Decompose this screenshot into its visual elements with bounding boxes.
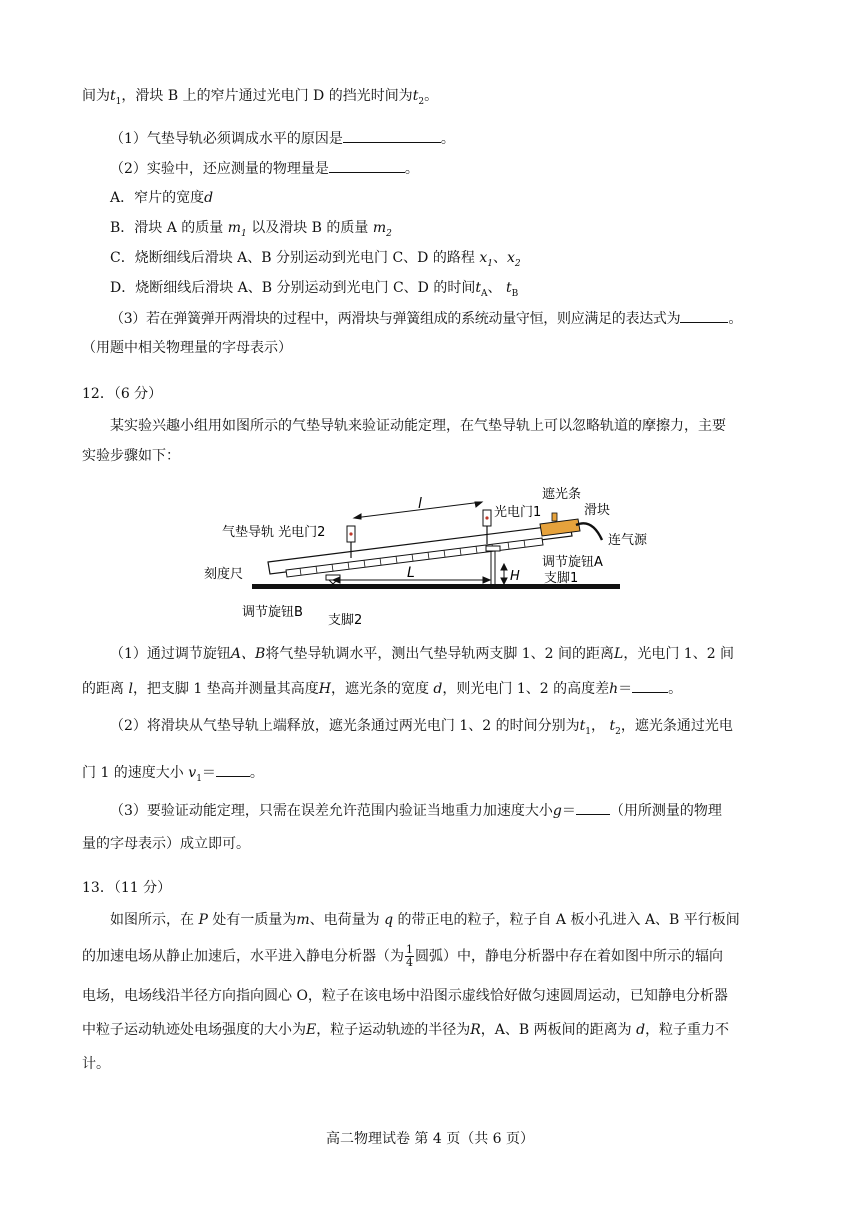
q11-option-d: D．烧断细线后滑块 A、B 分别运动到光电门 C、D 的时间$t_A$、 $t_B$ (110, 280, 519, 299)
answer-blank (343, 128, 441, 143)
q12-step-2-line-1: （2）将滑块从气垫导轨上端释放，遮光条通过两光电门 1、2 的时间分别为$t_1$， $t_2$，遮光条通过光电 (110, 718, 733, 737)
q12-step-1-line-1: （1）通过调节旋钮A、B将气垫导轨调水平，测出气垫导轨两支脚 1、2 间的距离L，光电门 1、2 间 (110, 646, 735, 662)
q12-step-2-line-2: 门 1 的速度大小 $v_1=$ 。 (82, 762, 780, 789)
q13-line-3: 电场，电场线沿半径方向指向圆心 O，粒子在该电场中沿图示虚线恰好做匀速圆周运动，已知静电分析器 (82, 988, 728, 1004)
air-track-figure (190, 478, 670, 638)
q11-part-1: （1）气垫导轨必须调成水平的原因是 。 (110, 128, 780, 149)
label-air-source: 连气源 (608, 533, 648, 548)
answer-blank (216, 762, 250, 777)
label-l: l (418, 496, 422, 512)
q12-step-3-line-1: （3）要验证动能定理，只需在误差允许范围内验证当地重力加速度大小g＝ （用所测量的物理 (110, 800, 780, 821)
answer-blank (576, 800, 610, 815)
q11-option-c: C．烧断细线后滑块 A、B 分别运动到光电门 C、D 的路程 $x_1$、$x_2$ (110, 250, 521, 269)
q13-line-4: 中粒子运动轨迹处电场强度的大小为E，粒子运动轨迹的半径为R，A、B 两板间的距离为 d，粒子重力不 (82, 1022, 730, 1038)
label-L: L (407, 565, 415, 581)
air-hose (576, 523, 602, 540)
q12-intro-2: 实验步骤如下： (82, 448, 180, 464)
answer-blank (329, 158, 405, 173)
slider-block (540, 513, 580, 536)
q13-line-2: 的加速电场从静止加速后，水平进入静电分析器（为 $\frac{1}{4}$ 圆弧）中，静电分析器中存在着如图中所示的辐向 (82, 943, 723, 969)
label-huakuai: 滑块 (584, 503, 611, 518)
q12-step-1-line-2: 的距离 l，把支脚 1 垫高并测量其高度H，遮光条的宽度 d，则光电门 1、2 的高度差h＝ 。 (82, 678, 780, 699)
page-footer: 高二物理试卷 第 4 页（共 6 页） (325, 1131, 535, 1147)
q13-heading: 13．（11 分） (82, 880, 172, 896)
q11-option-a: A．窄片的宽度d (110, 190, 214, 206)
q12-step-3-line-2: 量的字母表示）成立即可。 (82, 836, 250, 852)
q11-part-2: （2）实验中，还应测量的物理量是 。 (110, 158, 780, 179)
q13-line-1: 如图所示，在 P 处有一质量为m、电荷量为 q 的带正电的粒子，粒子自 A 板小孔进入 A、B 平行板间 (110, 912, 740, 928)
label-support-2: 支脚2 (328, 613, 363, 628)
label-support-1: 支脚1 (544, 571, 579, 586)
label-H: H (510, 569, 520, 584)
answer-blank (632, 678, 668, 693)
q11-line-1: 间为$t_1$，滑块 B 上的窄片通过光电门 D 的挡光时间为$t_2$。 (82, 88, 439, 107)
q12-intro-1: 某实验兴趣小组用如图所示的气垫导轨来验证动能定理，在气垫导轨上可以忽略轨道的摩擦力，主要 (110, 418, 726, 434)
label-knob-b: 调节旋钮B (242, 605, 303, 620)
label-rail-photogate-2: 气垫导轨 光电门2 (222, 525, 326, 540)
label-scale: 刻度尺 (204, 567, 244, 582)
q13-line-5: 计。 (82, 1056, 110, 1072)
q11-part-3: （3）若在弹簧弹开两滑块的过程中，两滑块与弹簧组成的系统动量守恒，则应满足的表达式为 。 (110, 308, 780, 329)
label-knob-a: 调节旋钮A (542, 555, 603, 570)
label-zheguang: 遮光条 (542, 487, 582, 502)
q11-note: （用题中相关物理量的字母表示） (82, 340, 292, 356)
q12-heading: 12．（6 分） (82, 386, 163, 402)
height-H-arrow (501, 564, 507, 584)
answer-blank (680, 308, 728, 323)
fraction-one-quarter: $\frac{1}{4}$ (406, 943, 413, 969)
label-photogate-1: 光电门1 (494, 505, 542, 520)
q11-option-b: B．滑块 A 的质量 $m_1$ 以及滑块 B 的质量 $m_2$ (110, 220, 392, 239)
